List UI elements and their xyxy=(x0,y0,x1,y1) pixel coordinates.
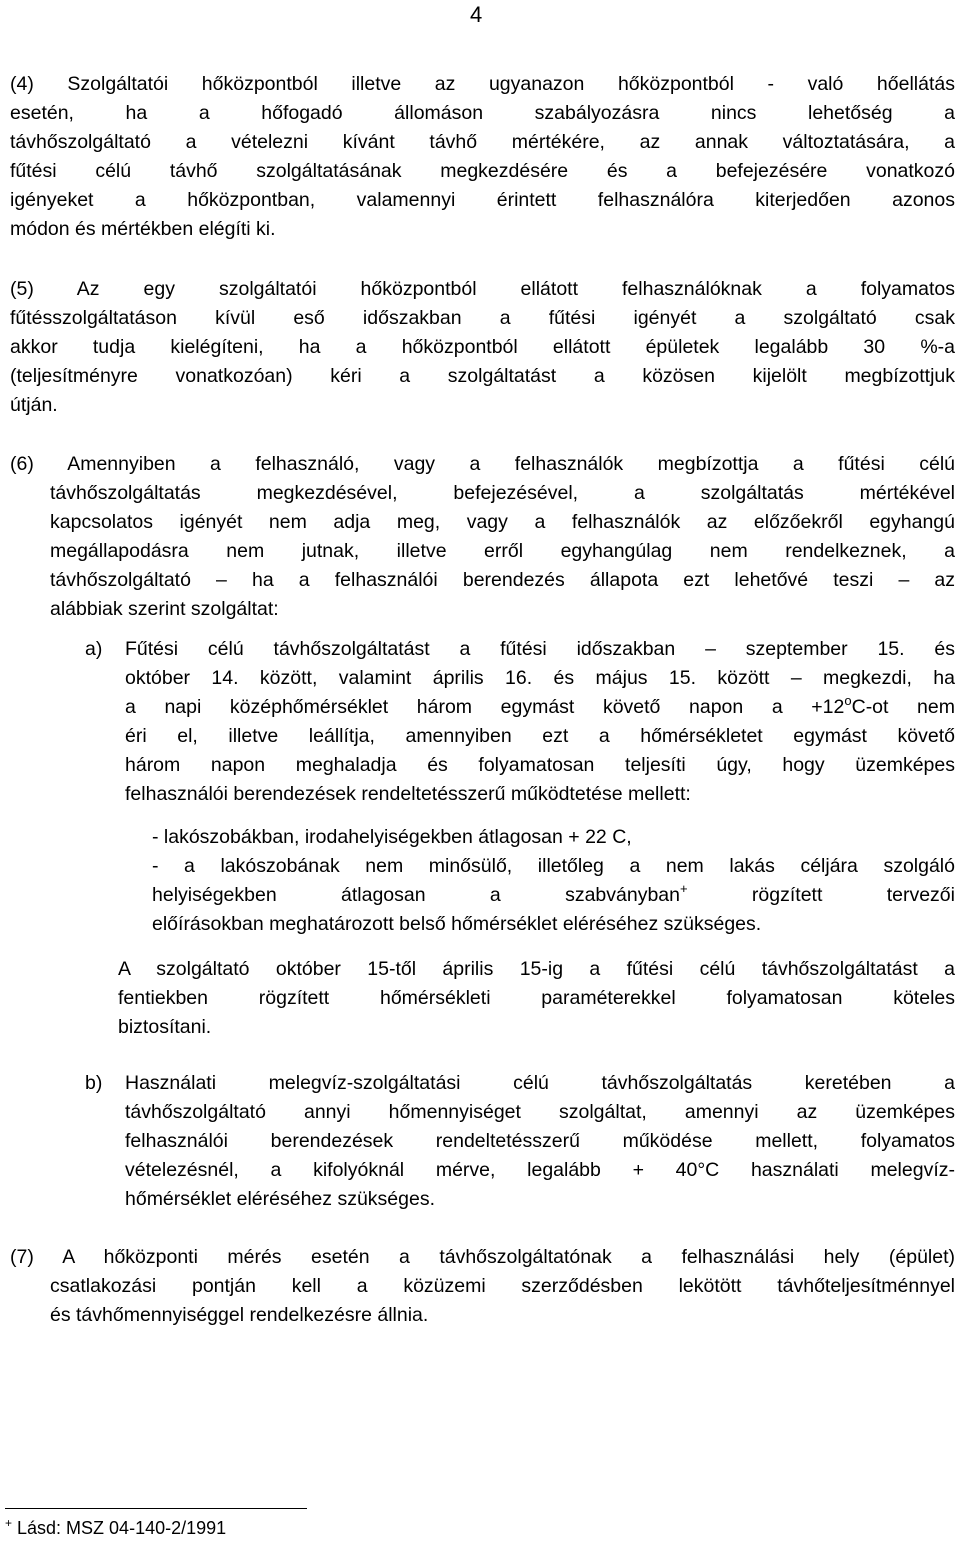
paragraph-7-line: csatlakozási pontján kell a közüzemi szerződésben lekötött távhőteljesítménnyel xyxy=(50,1275,955,1297)
list-item-line: felhasználói berendezések rendeltetésszerű működtetése mellett: xyxy=(125,783,691,805)
list-item-line: október 14. között, valamint április 16. és május 15. között – megkezdi, ha xyxy=(125,667,955,689)
list-item-b xyxy=(85,1069,955,1214)
paragraph-6-line: távhőszolgáltatás megkezdésével, befejezésével, a szolgáltatás mértékével xyxy=(50,482,955,504)
paragraph-7-line: és távhőmennyiséggel rendelkezésre állnia. xyxy=(50,1304,429,1326)
dash-list xyxy=(152,823,955,939)
dash-item: előírásokban meghatározott belső hőmérséklet eléréséhez szükséges. xyxy=(152,913,762,935)
paragraph-4-line: igényeket a hőközpontban, valamennyi érintett felhasználóra kiterjedően azonos xyxy=(10,189,955,211)
paragraph-4 xyxy=(10,70,955,244)
dash-item: - lakószobákban, irodahelyiségekben átlagosan + 22 C, xyxy=(152,826,632,848)
paragraph-5-line: (teljesítményre vonatkozóan) kéri a szolgáltatást a közösen kijelölt megbízottjuk xyxy=(10,365,955,387)
footnote-text: Lásd: MSZ 04-140-2/1991 xyxy=(12,1518,227,1538)
paragraph-5-line: útján. xyxy=(10,394,58,416)
paragraph-4-line: fűtési célú távhő szolgáltatásának megkezdésére és a befejezésére vonatkozó xyxy=(10,160,955,182)
list-item-line: éri el, illetve leállítja, amennyiben ezt a hőmérsékletet egymást követő xyxy=(125,725,955,747)
paragraph-6-line: alábbiak szerint szolgáltat: xyxy=(50,598,279,620)
list-item-line: vételezésnél, a kifolyóknál mérve, legalább + 40°C használati melegvíz- xyxy=(125,1159,955,1181)
footnote-mark: + xyxy=(5,1516,13,1530)
paragraph-7-line: (7) A hőközponti mérés esetén a távhőszolgáltatónak a felhasználási hely (épület) xyxy=(10,1246,955,1268)
list-item-label: b) xyxy=(85,1072,103,1094)
list-item-label: a) xyxy=(85,638,103,660)
paragraph-4-line: (4) Szolgáltatói hőközpontból illetve az ugyanazon hőközpontból - való hőellátás xyxy=(10,73,955,95)
footnote xyxy=(5,1516,226,1540)
list-item-line: hőmérséklet eléréséhez szükséges. xyxy=(125,1188,435,1210)
paragraph-4-line: esetén, ha a hőfogadó állomáson szabályozásra nincs lehetőség a xyxy=(10,102,955,124)
paragraph-5-line: akkor tudja kielégíteni, ha a hőközpontból ellátott épületek legalább 30 %-a xyxy=(10,336,955,358)
list-item-line: távhőszolgáltató annyi hőmennyiséget szolgáltat, amennyi az üzemképes xyxy=(125,1101,955,1123)
list-item-line: Fűtési célú távhőszolgáltatást a fűtési időszakban – szeptember 15. és xyxy=(125,638,955,660)
list-item-line: a napi középhőmérséklet három egymást követő napon $a +12^oC-ot$ nem xyxy=(125,693,955,718)
list-item-line: felhasználói berendezések rendeltetésszerű működése mellett, folyamatos xyxy=(125,1130,955,1152)
paragraph-6-line: távhőszolgáltató – ha a felhasználói berendezés állapota ezt lehetővé teszi – az xyxy=(50,569,955,591)
list-item-line: három napon meghaladja és folyamatosan teljesíti úgy, hogy üzemképes xyxy=(125,754,955,776)
paragraph-4-line: távhőszolgáltató a vételezni kívánt távhő mértékére, az annak változtatására, a xyxy=(10,131,955,153)
paragraph-5-line: (5) Az egy szolgáltatói hőközpontból ellátott felhasználóknak a folyamatos xyxy=(10,278,955,300)
paragraph-line: A szolgáltató október 15-től április 15-ig a fűtési célú távhőszolgáltatást a xyxy=(118,958,955,980)
paragraph-line: fentiekben rögzített hőmérsékleti paraméterekkel folyamatosan köteles xyxy=(118,987,955,1009)
footnote-separator xyxy=(5,1508,307,1509)
paragraph-6-line: kapcsolatos igényét nem adja meg, vagy a felhasználók az előzőekről egyhangú xyxy=(50,511,955,533)
list-item-a xyxy=(85,635,955,809)
dash-item: helyiségekben átlagosan a szabványban+ rögzített tervezői xyxy=(152,881,955,906)
dash-item: - a lakószobának nem minősülő, illetőleg a nem lakás céljára szolgáló xyxy=(152,855,955,877)
paragraph-line: biztosítani. xyxy=(118,1016,212,1038)
page-number: 4 xyxy=(470,2,483,27)
paragraph-6 xyxy=(10,450,955,624)
paragraph-5 xyxy=(10,275,955,420)
paragraph-4-line: módon és mértékben elégíti ki. xyxy=(10,218,276,240)
paragraph-7 xyxy=(10,1243,955,1330)
paragraph-oktober xyxy=(118,955,955,1042)
paragraph-6-line: megállapodásra nem jutnak, illetve erről egyhangúlag nem rendelkeznek, a xyxy=(50,540,955,562)
list-item-line: Használati melegvíz-szolgáltatási célú távhőszolgáltatás keretében a xyxy=(125,1072,955,1094)
paragraph-5-line: fűtésszolgáltatáson kívül eső időszakban a fűtési igényét a szolgáltató csak xyxy=(10,307,955,329)
paragraph-6-line: (6) Amennyiben a felhasználó, vagy a felhasználók megbízottja a fűtési célú xyxy=(10,453,955,475)
